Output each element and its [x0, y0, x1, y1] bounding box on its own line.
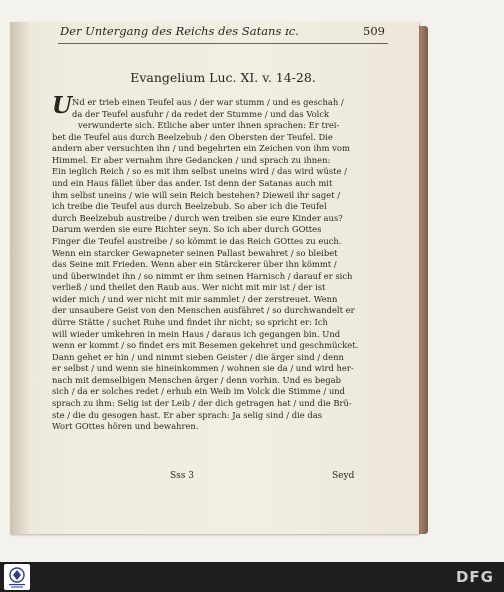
text-line: Wort GOttes hören und bewahren.	[52, 421, 199, 432]
text-line: da der Teufel ausfuhr / da redet der Stumme / und das Volck	[72, 108, 330, 119]
text-line: durch Beelzebub austreibe / durch wen treiben sie eure Kinder aus?	[52, 212, 343, 223]
text-line: und ein Haus fället über das ander. Ist denn der Satanas auch mit	[52, 178, 333, 189]
text-line: Finger die Teufel austreibe / so kömmt ie das Reich GOttes zu euch.	[52, 235, 342, 246]
text-line: ste / die du gesogen hast. Er aber sprach: Ja selig sind / die das	[52, 409, 323, 420]
text-line: verließ / und theilet den Raub aus. Wer nicht mit mir ist / der ist	[52, 282, 326, 293]
text-line: nach mit demselbigen Menschen ärger / denn vorhin. Und es begab	[52, 374, 341, 385]
book-edge	[418, 26, 428, 534]
text-line: wider mich / und wer nicht mit mir sammlet / der zerstreuet. Wenn	[52, 293, 338, 304]
text-line: andern aber versuchten ihn / und begehrten ein Zeichen von ihm vom	[52, 143, 350, 154]
running-head	[60, 24, 385, 42]
text-line: dürre Stätte / suchet Ruhe und findet ihr nicht; so spricht er: Ich	[52, 316, 328, 327]
text-line: Ein ieglich Reich / so es mit ihm selbst uneins wird / das wird wüste /	[52, 166, 347, 177]
text-line: ich treibe die Teufel aus durch Beelzebub. So aber ich die Teufel	[52, 201, 327, 212]
text-line: ihm selbst uneins / wie will sein Reich bestehen? Dieweil ihr saget /	[52, 189, 341, 200]
text-line: sprach zu ihm: Selig ist der Leib / der dich getragen hat / und die Brü-	[52, 398, 352, 409]
signature-mark: Sss 3	[170, 471, 194, 481]
running-title: Der Untergang des Reichs des Satans ɪc.	[60, 24, 299, 38]
text-line: und überwindet ihn / so nimmt er ihm seinen Harnisch / darauf er sich	[52, 270, 353, 281]
viewer-footer-bar	[0, 562, 504, 592]
text-line: Wenn ein starcker Gewapneter seinen Pallast bewahret / so bleibet	[52, 247, 338, 258]
text-line: will wieder umkehren in mein Haus / daraus ich gegangen bin. Und	[52, 328, 341, 339]
drop-capital: U	[52, 92, 73, 119]
text-line: er selbst / und wenn sie hineinkommen / wohnen sie da / und wird her-	[52, 363, 354, 374]
header-rule	[58, 43, 388, 44]
library-logo	[4, 564, 30, 590]
page-gutter-shadow	[10, 22, 30, 534]
page-number: 509	[363, 24, 385, 38]
text-line: Darum werden sie eure Richter seyn. So ich aber durch GOttes	[52, 224, 322, 235]
text-line: Dann gehet er hin / und nimmt sieben Geister / die ärger sind / denn	[52, 351, 344, 362]
text-line: Nd er trieb einen Teufel aus / der war stumm / und es geschah /	[72, 97, 344, 107]
body-text	[52, 92, 392, 433]
text-line: bet die Teufel aus durch Beelzebub / den Obersten der Teufel. Die	[52, 131, 333, 142]
text-line: wenn er kommt / so findet ers mit Besemen gekehret und geschmücket.	[52, 340, 359, 351]
text-line: sich / da er solches redet / erhub ein Weib im Volck die Stimme / und	[52, 386, 345, 397]
text-line: das Seine mit Frieden. Wenn aber ein Stärckerer über ihn kömmt /	[52, 259, 337, 270]
text-line: verwunderte sich. Etliche aber unter ihnen sprachen: Er trei-	[78, 120, 340, 131]
section-title: Evangelium Luc. XI. v. 14-28.	[130, 70, 316, 85]
catchword: Seyd	[332, 471, 355, 481]
library-seal-icon	[4, 564, 30, 590]
text-line: Himmel. Er aber vernahm ihre Gedancken / und sprach zu ihnen:	[52, 154, 331, 165]
text-line: der unsaubere Geist von den Menschen ausfähret / so durchwandelt er	[52, 305, 355, 316]
dfg-logo: DFG	[455, 568, 494, 586]
